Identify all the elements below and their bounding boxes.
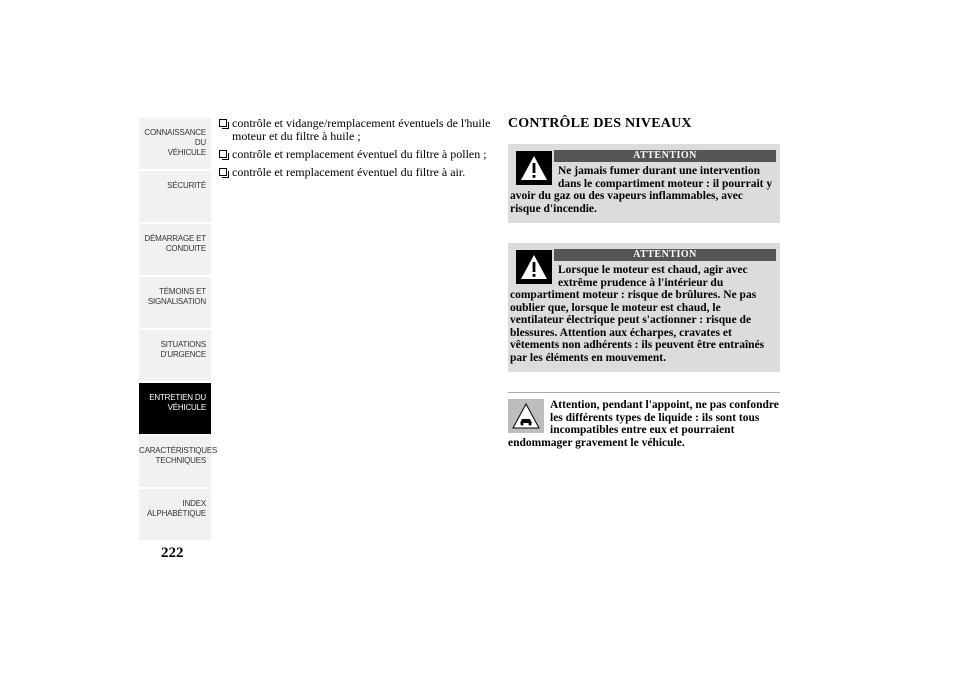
list-item: contrôle et remplacement éventuel du filtre à air. xyxy=(219,166,491,179)
warning-heading: ATTENTION xyxy=(554,150,776,162)
list-item: contrôle et remplacement éventuel du filtre à pollen ; xyxy=(219,148,491,161)
warning-heading: ATTENTION xyxy=(554,249,776,261)
tab-entretien-du-vehicule[interactable]: ENTRETIEN DU VÉHICULE xyxy=(139,383,211,434)
tab-situations-d-urgence[interactable]: SITUATIONS D'URGENCE xyxy=(139,330,211,381)
tab-securite[interactable]: SÉCURITÉ xyxy=(139,171,211,222)
tab-temoins-et-signalisation[interactable]: TÉMOINS ET SIGNALISATION xyxy=(139,277,211,328)
checkbox-bullet-icon xyxy=(219,168,227,176)
warning-box-hot-engine xyxy=(508,243,780,372)
section-title: CONTRÔLE DES NIVEAUX xyxy=(508,116,692,131)
caution-text: Attention, pendant l'appoint, ne pas confondre les différents types de liquide : ils sont tous incompatibles entre eux et pourraient endommager gravement le véhicule. xyxy=(508,399,779,449)
tab-connaissance-du-vehicule[interactable]: CONNAISSANCE DU VÉHICULE xyxy=(139,118,211,169)
caution-note xyxy=(508,392,780,449)
checkbox-bullet-icon xyxy=(219,119,227,127)
chapter-tabs xyxy=(139,118,218,542)
warning-text: Ne jamais fumer durant une intervention dans le compartiment moteur : il pourrait y avoir du gaz ou des vapeurs inflammables, avec risque d'incendie. xyxy=(510,165,773,215)
warning-box-smoking xyxy=(508,144,780,223)
checkbox-bullet-icon xyxy=(219,150,227,158)
tab-index-alphabetique[interactable]: INDEX ALPHABÉTIQUE xyxy=(139,489,211,540)
tab-caracteristiques-techniques[interactable]: CARACTÉRISTIQUES TECHNIQUES xyxy=(139,436,211,487)
warning-text: Lorsque le moteur est chaud, agir avec extrême prudence à l'intérieur du compartiment moteur : risque de brûlures. Ne pas oublier que, lorsque le moteur est chaud, le ventilateur électrique peut s'actionner : risque de blessures. Attention aux écharpes, cravates et vêtements non adhérents : ils peuvent être entraînés par les éléments en mouvement. xyxy=(510,264,765,364)
vehicle-caution-icon xyxy=(508,399,544,433)
tab-demarrage-et-conduite[interactable]: DÉMARRAGE ET CONDUITE xyxy=(139,224,211,275)
list-item: contrôle et vidange/remplacement éventuels de l'huile moteur et du filtre à huile ; xyxy=(219,117,491,143)
page-number: 222 xyxy=(161,545,184,561)
warning-triangle-icon xyxy=(516,250,552,284)
warning-triangle-icon xyxy=(516,151,552,185)
maintenance-list xyxy=(219,117,491,184)
fluid-levels-section xyxy=(508,110,780,449)
